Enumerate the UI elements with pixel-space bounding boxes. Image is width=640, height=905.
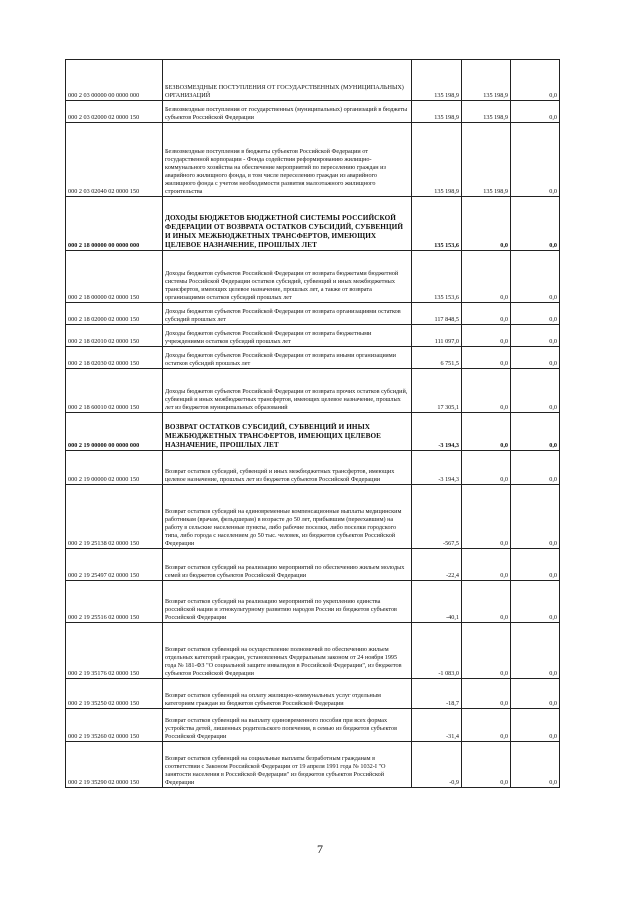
- row-value-2: 0,0: [462, 197, 511, 251]
- table-row: [66, 709, 560, 742]
- row-value-2: 135 198,9: [462, 101, 511, 123]
- row-value-3: 0,0: [511, 123, 560, 197]
- table-row: [66, 251, 560, 303]
- row-value-1: -0,9: [412, 742, 462, 788]
- row-value-1: -3 194,3: [412, 413, 462, 451]
- table-row: [66, 303, 560, 325]
- row-code: 000 2 19 25497 02 0000 150: [66, 549, 163, 581]
- row-code: 000 2 19 00000 00 0000 000: [66, 413, 163, 451]
- table-row: [66, 549, 560, 581]
- row-value-3: 0,0: [511, 369, 560, 413]
- row-name: Возврат остатков субвенций на социальные выплаты безработным гражданам в соответствии с Законом Российской Федерации от 19 апреля 1991 года № 1032-I "О занятости населения в Российской Федерации" из бюджетов субъектов Российской Федерации: [163, 742, 412, 788]
- row-value-2: 0,0: [462, 742, 511, 788]
- budget-table-body: [66, 60, 560, 788]
- row-value-2: 0,0: [462, 451, 511, 485]
- row-value-1: -567,5: [412, 485, 462, 549]
- row-value-3: 0,0: [511, 623, 560, 679]
- row-value-3: 0,0: [511, 742, 560, 788]
- row-value-3: 0,0: [511, 325, 560, 347]
- table-row: [66, 485, 560, 549]
- table-row: [66, 451, 560, 485]
- row-name: Безвозмездные поступления в бюджеты субъектов Российской Федерации от государственной корпорации - Фонда содействия реформированию жилищно-коммунального хозяйства на обеспечение мероприятий по переселению граждан из аварийного жилищного фонда, в том числе переселению граждан из аварийного жилищного фонда с учетом необходимости развития малоэтажного жилищного строительства: [163, 123, 412, 197]
- row-code: 000 2 19 35250 02 0000 150: [66, 679, 163, 709]
- row-name: Возврат остатков субсидий на реализацию мероприятий по обеспечению жильем молодых семей из бюджетов субъектов Российской Федерации: [163, 549, 412, 581]
- row-code: 000 2 19 25138 02 0000 150: [66, 485, 163, 549]
- table-row: [66, 742, 560, 788]
- row-value-3: 0,0: [511, 251, 560, 303]
- table-row: [66, 60, 560, 101]
- row-name: Возврат остатков субсидий, субвенций и иных межбюджетных трансфертов, имеющих целевое назначение, прошлых лет из бюджетов субъектов Российской Федерации: [163, 451, 412, 485]
- table-row: [66, 101, 560, 123]
- row-code: 000 2 18 02010 02 0000 150: [66, 325, 163, 347]
- row-name: Возврат остатков субсидий на единовременные компенсационные выплаты медицинским работникам (врачам, фельдшерам) в возрасте до 50 лет, прибывшим (переехавшим) на работу в сельские населенные пункты, либо рабочие поселки, либо поселки городского типа, либо города с населением до 50 тыс. человек, из бюджетов субъектов Российской Федерации: [163, 485, 412, 549]
- row-code: 000 2 19 35290 02 0000 150: [66, 742, 163, 788]
- row-value-1: -40,1: [412, 581, 462, 623]
- row-code: 000 2 19 25516 02 0000 150: [66, 581, 163, 623]
- row-value-2: 135 198,9: [462, 60, 511, 101]
- row-name: Доходы бюджетов субъектов Российской Федерации от возврата бюджетами бюджетной системы Российской Федерации остатков субсидий, субвенций и иных межбюджетных трансфертов, имеющих целевое назначение, прошлых лет, а также от возврата организациями остатков субсидий прошлых лет: [163, 251, 412, 303]
- row-name: Возврат остатков субвенций на выплату единовременного пособия при всех формах устройства детей, лишенных родительского попечения, в семью из бюджетов субъектов Российской Федерации: [163, 709, 412, 742]
- row-value-1: 111 097,0: [412, 325, 462, 347]
- row-name: ВОЗВРАТ ОСТАТКОВ СУБСИДИЙ, СУБВЕНЦИЙ И ИНЫХ МЕЖБЮДЖЕТНЫХ ТРАНСФЕРТОВ, ИМЕЮЩИХ ЦЕЛЕВОЕ НАЗНАЧЕНИЕ, ПРОШЛЫХ ЛЕТ: [163, 413, 412, 451]
- row-name: Безвозмездные поступления от государственных (муниципальных) организаций в бюджеты субъектов Российской Федерации: [163, 101, 412, 123]
- row-code: 000 2 03 02040 02 0000 150: [66, 123, 163, 197]
- row-name: Возврат остатков субвенций на осуществление полномочий по обеспечению жильем отдельных категорий граждан, установленных Федеральным законом от 24 ноября 1995 года № 181-ФЗ "О социальной защите инвалидов в Российской Федерации", из бюджетов субъектов Российской Федерации: [163, 623, 412, 679]
- row-code: 000 2 19 35260 02 0000 150: [66, 709, 163, 742]
- table-row: [66, 197, 560, 251]
- row-code: 000 2 03 00000 00 0000 000: [66, 60, 163, 101]
- row-value-2: 0,0: [462, 325, 511, 347]
- row-code: 000 2 03 02000 02 0000 150: [66, 101, 163, 123]
- row-code: 000 2 18 02000 02 0000 150: [66, 303, 163, 325]
- row-value-3: 0,0: [511, 197, 560, 251]
- row-value-3: 0,0: [511, 451, 560, 485]
- row-value-2: 0,0: [462, 347, 511, 369]
- row-value-1: -1 083,0: [412, 623, 462, 679]
- row-value-2: 0,0: [462, 679, 511, 709]
- table-row: [66, 581, 560, 623]
- row-value-1: 135 198,9: [412, 60, 462, 101]
- row-value-1: 135 153,6: [412, 251, 462, 303]
- row-value-2: 0,0: [462, 413, 511, 451]
- row-value-2: 0,0: [462, 709, 511, 742]
- row-value-2: 0,0: [462, 581, 511, 623]
- row-name: Возврат остатков субсидий на реализацию мероприятий по укреплению единства российской нации и этнокультурному развитию народов России из бюджетов субъектов Российской Федерации: [163, 581, 412, 623]
- row-value-1: -3 194,3: [412, 451, 462, 485]
- row-code: 000 2 18 00000 02 0000 150: [66, 251, 163, 303]
- row-code: 000 2 19 35176 02 0000 150: [66, 623, 163, 679]
- row-value-2: 0,0: [462, 303, 511, 325]
- row-name: Доходы бюджетов субъектов Российской Федерации от возврата бюджетными учреждениями остатков субсидий прошлых лет: [163, 325, 412, 347]
- budget-table: [65, 59, 560, 788]
- row-value-2: 0,0: [462, 251, 511, 303]
- row-value-3: 0,0: [511, 485, 560, 549]
- row-value-2: 0,0: [462, 369, 511, 413]
- row-value-3: 0,0: [511, 549, 560, 581]
- row-name: Доходы бюджетов субъектов Российской Федерации от возврата организациями остатков субсидий прошлых лет: [163, 303, 412, 325]
- row-value-1: 135 198,9: [412, 123, 462, 197]
- row-value-2: 135 198,9: [462, 123, 511, 197]
- page-number: 7: [317, 842, 323, 856]
- row-name: Доходы бюджетов субъектов Российской Федерации от возврата прочих остатков субсидий, субвенций и иных межбюджетных трансфертов, имеющих целевое назначение, прошлых лет из бюджетов муниципальных образований: [163, 369, 412, 413]
- row-value-1: 135 153,6: [412, 197, 462, 251]
- row-value-3: 0,0: [511, 679, 560, 709]
- row-value-2: 0,0: [462, 485, 511, 549]
- row-value-1: 135 198,9: [412, 101, 462, 123]
- table-row: [66, 325, 560, 347]
- row-value-3: 0,0: [511, 303, 560, 325]
- row-code: 000 2 18 60010 02 0000 150: [66, 369, 163, 413]
- row-value-2: 0,0: [462, 549, 511, 581]
- row-value-2: 0,0: [462, 623, 511, 679]
- table-row: [66, 623, 560, 679]
- row-name: Доходы бюджетов субъектов Российской Федерации от возврата иными организациями остатков субсидий прошлых лет: [163, 347, 412, 369]
- row-value-3: 0,0: [511, 413, 560, 451]
- row-value-1: -22,4: [412, 549, 462, 581]
- table-row: [66, 679, 560, 709]
- row-value-1: -18,7: [412, 679, 462, 709]
- table-row: [66, 347, 560, 369]
- row-value-3: 0,0: [511, 581, 560, 623]
- row-value-1: 117 848,5: [412, 303, 462, 325]
- row-name: Возврат остатков субвенций на оплату жилищно-коммунальных услуг отдельным категориям граждан из бюджетов субъектов Российской Федерации: [163, 679, 412, 709]
- table-row: [66, 413, 560, 451]
- row-name: ДОХОДЫ БЮДЖЕТОВ БЮДЖЕТНОЙ СИСТЕМЫ РОССИЙСКОЙ ФЕДЕРАЦИИ ОТ ВОЗВРАТА ОСТАТКОВ СУБСИДИЙ, СУБВЕНЦИЙ И ИНЫХ МЕЖБЮДЖЕТНЫХ ТРАНСФЕРТОВ, ИМЕЮЩИХ ЦЕЛЕВОЕ НАЗНАЧЕНИЕ, ПРОШЛЫХ ЛЕТ: [163, 197, 412, 251]
- row-value-1: -31,4: [412, 709, 462, 742]
- row-value-3: 0,0: [511, 101, 560, 123]
- row-value-1: 17 305,1: [412, 369, 462, 413]
- row-value-3: 0,0: [511, 347, 560, 369]
- row-value-3: 0,0: [511, 709, 560, 742]
- table-row: [66, 369, 560, 413]
- row-code: 000 2 19 00000 02 0000 150: [66, 451, 163, 485]
- row-name: БЕЗВОЗМЕЗДНЫЕ ПОСТУПЛЕНИЯ ОТ ГОСУДАРСТВЕННЫХ (МУНИЦИПАЛЬНЫХ) ОРГАНИЗАЦИЙ: [163, 60, 412, 101]
- row-value-1: 6 751,5: [412, 347, 462, 369]
- row-code: 000 2 18 00000 00 0000 000: [66, 197, 163, 251]
- table-row: [66, 123, 560, 197]
- row-value-3: 0,0: [511, 60, 560, 101]
- row-code: 000 2 18 02030 02 0000 150: [66, 347, 163, 369]
